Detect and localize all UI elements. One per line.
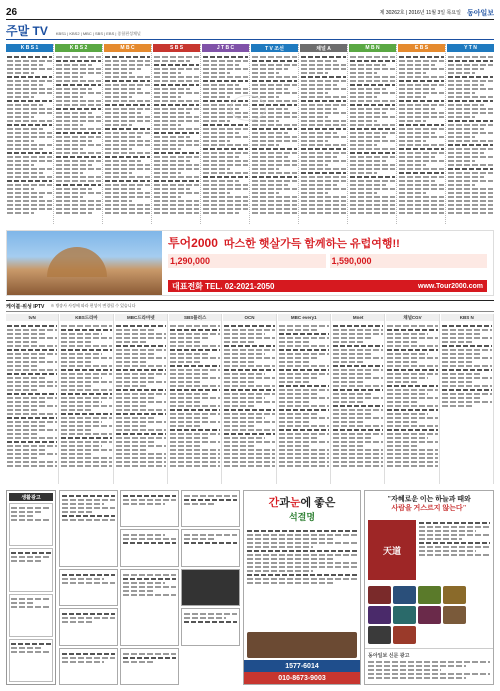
channel-header: K B S 1 <box>6 44 53 52</box>
book-ad-caption: 동아일보 신문 광고 <box>368 653 410 659</box>
cable-column <box>441 314 494 484</box>
book-ad-middle <box>365 517 493 583</box>
book-ad-products <box>365 583 493 647</box>
classified-ad[interactable] <box>181 569 240 606</box>
classified-box[interactable] <box>9 639 53 682</box>
tv-column <box>398 44 446 224</box>
health-ad-word: 눈 <box>289 497 301 509</box>
classified-ad[interactable] <box>59 490 118 567</box>
health-ad-phone-bar <box>244 672 360 684</box>
classified-box[interactable] <box>9 503 53 546</box>
tv-column <box>6 44 54 224</box>
cable-column <box>60 314 113 484</box>
cable-section-header <box>6 300 494 312</box>
section-subtitle: KBS1 | KBS2 | MBC | SBS | EBS | 종합편성채널 <box>55 31 141 36</box>
book-ad-footer <box>365 648 493 684</box>
tv-column <box>202 44 250 224</box>
cable-column <box>223 314 276 484</box>
classified-ad[interactable] <box>181 608 240 645</box>
travel-offer <box>330 254 488 268</box>
tv-column <box>251 44 299 224</box>
cable-column <box>332 314 385 484</box>
classified-ad[interactable] <box>120 648 179 685</box>
book-ad-header <box>365 491 493 517</box>
health-ad[interactable] <box>243 490 361 685</box>
schedule-lines <box>251 52 298 224</box>
channel-header: Y T N <box>447 44 494 52</box>
schedule-lines <box>153 52 200 224</box>
travel-ad-slogan: 따스한 햇살가득 함께하는 유럽여행!! <box>223 238 400 250</box>
book-ad[interactable] <box>364 490 494 685</box>
product-thumb[interactable] <box>443 586 466 604</box>
book-ad-artwork: 天道 <box>368 520 416 580</box>
tv-column <box>349 44 397 224</box>
header-right <box>380 8 494 18</box>
cable-channel-header: tvN <box>6 314 58 321</box>
channel-header: T V 조선 <box>251 44 298 52</box>
travel-ad-headline <box>168 234 487 251</box>
health-ad-title <box>247 494 357 510</box>
product-thumb[interactable] <box>393 606 416 624</box>
travel-ad-brand: 투어2000 <box>168 236 218 250</box>
cable-section-title: 케이블·위성 IPTV <box>6 303 45 310</box>
travel-ad-offers <box>168 254 487 268</box>
classified-ad[interactable] <box>181 529 240 566</box>
health-ad-phone: 1577-6014 <box>285 662 319 670</box>
classified-sidebar <box>6 490 56 685</box>
cable-column <box>115 314 168 484</box>
channel-header: 채널 A <box>300 44 347 52</box>
product-thumb[interactable] <box>393 586 416 604</box>
tv-column <box>153 44 201 224</box>
lower-ad-section <box>6 490 494 685</box>
page-header <box>6 6 494 20</box>
classified-ad[interactable] <box>120 529 179 566</box>
channel-header: J T B C <box>202 44 249 52</box>
schedule-lines <box>6 52 53 224</box>
cable-channel-header: 채널CGV <box>386 314 438 321</box>
health-ad-subtitle: 석결명 <box>288 512 316 522</box>
channel-header: S B S <box>153 44 200 52</box>
health-ad-product-image <box>247 632 357 658</box>
cable-channel-header: Mnet <box>332 314 384 321</box>
cable-schedule-grid <box>6 314 494 484</box>
travel-offer-price: 1,590,000 <box>331 256 372 266</box>
travel-ad-website: www.Tour2000.com <box>418 282 483 290</box>
cable-channel-header: MBC every1 <box>278 314 330 321</box>
product-thumb[interactable] <box>368 626 391 644</box>
health-ad-word: 에 좋은 <box>300 497 336 509</box>
travel-ad[interactable] <box>6 230 494 296</box>
cable-channel-header: MBC드라마넷 <box>115 314 167 321</box>
cable-channel-header: OCN <box>223 314 275 321</box>
channel-header: M B N <box>349 44 396 52</box>
book-ad-quote-line: 사람을 거스르지 않는다" <box>391 504 467 512</box>
newspaper-brand: 동아일보 <box>466 9 494 17</box>
tv-schedule-grid <box>6 44 494 224</box>
cable-column <box>278 314 331 484</box>
health-ad-body <box>244 526 360 630</box>
health-ad-word: 간 <box>268 497 280 509</box>
health-ad-phone: 010-8673-9003 <box>278 674 326 682</box>
classified-ad[interactable] <box>59 608 118 645</box>
product-thumb[interactable] <box>443 606 466 624</box>
schedule-lines <box>398 52 445 224</box>
classified-ad[interactable] <box>181 490 240 527</box>
travel-offer-price: 1,290,000 <box>170 256 211 266</box>
tv-column <box>300 44 348 224</box>
cable-channel-header: KBS N <box>441 314 493 321</box>
product-thumb[interactable] <box>393 626 416 644</box>
travel-ad-body <box>162 231 493 295</box>
tv-column <box>104 44 152 224</box>
classified-ad[interactable] <box>59 648 118 685</box>
classified-ad[interactable] <box>59 569 118 606</box>
section-title: 주말 TV <box>6 24 48 38</box>
cable-channel-header: KBS드라마 <box>60 314 112 321</box>
date-line: 제 30262호 | 2016년 11월 3일 목요일 <box>379 10 461 16</box>
cable-column <box>6 314 59 484</box>
page-number: 26 <box>6 7 18 18</box>
travel-ad-contact-bar <box>168 280 487 292</box>
channel-header: K B S 2 <box>55 44 102 52</box>
tv-column <box>55 44 103 224</box>
product-thumb[interactable] <box>368 586 391 604</box>
travel-ad-photo <box>7 231 162 295</box>
health-ad-word: 과 <box>279 497 290 509</box>
schedule-lines <box>300 52 347 224</box>
channel-header: E B S <box>398 44 445 52</box>
cable-channel-header: SBS플러스 <box>169 314 221 321</box>
schedule-lines <box>104 52 151 224</box>
health-ad-header <box>244 491 360 526</box>
classified-box[interactable] <box>9 548 53 591</box>
classified-ads-grid <box>59 490 240 685</box>
classified-ad[interactable] <box>120 490 179 527</box>
channel-header: M B C <box>104 44 151 52</box>
classified-ad[interactable] <box>120 569 179 646</box>
cable-column <box>386 314 439 484</box>
schedule-lines <box>55 52 102 224</box>
schedule-lines <box>202 52 249 224</box>
product-thumb[interactable] <box>418 586 441 604</box>
schedule-lines <box>349 52 396 224</box>
travel-offer <box>168 254 326 268</box>
health-ad-phone-bar <box>244 660 360 672</box>
schedule-lines <box>447 52 494 224</box>
section-header <box>6 24 494 40</box>
tv-column <box>447 44 494 224</box>
book-ad-quote-line: "자혜로운 이는 하늘과 때와 <box>387 495 471 503</box>
product-thumb[interactable] <box>368 606 391 624</box>
travel-ad-phone: 대표전화 TEL. 02-2021-2050 <box>172 281 275 291</box>
cable-section-note: ※ 방송사 사정에 따라 편성이 변경될 수 있습니다 <box>50 303 136 308</box>
classified-title: 생활광고 <box>9 493 53 501</box>
watermark-stamp <box>230 95 266 121</box>
book-ad-text <box>419 520 490 580</box>
cable-column <box>169 314 222 484</box>
product-thumb[interactable] <box>418 606 441 624</box>
classified-box[interactable] <box>9 594 53 637</box>
